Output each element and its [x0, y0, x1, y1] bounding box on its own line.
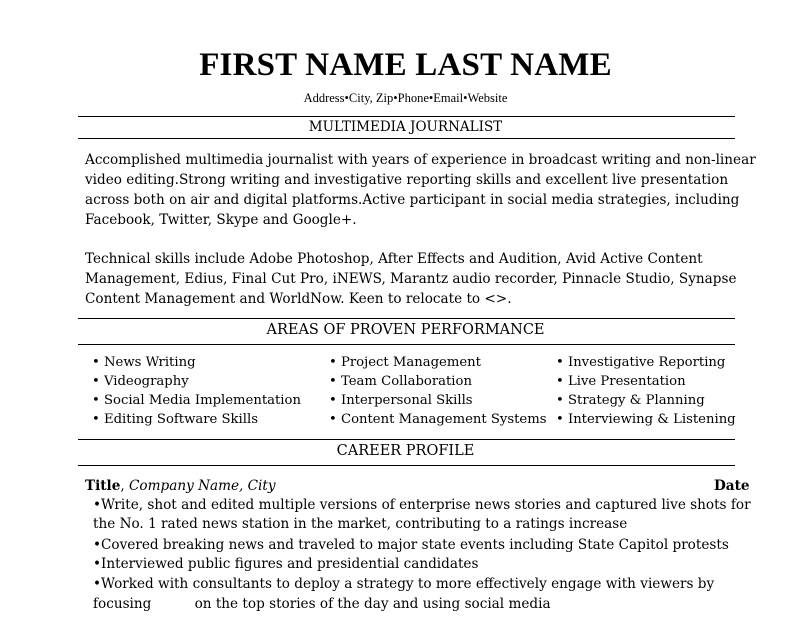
skills-section-title: AREAS OF PROVEN PERFORMANCE — [266, 322, 545, 338]
divider — [78, 138, 735, 139]
bullet-line: •Interviewed public figures and presidential candidates — [93, 556, 479, 572]
bullet-line: •Write, shot and edited multiple versions of enterprise news stories and captured live shots for — [93, 497, 751, 513]
summary-line: Facebook, Twitter, Skype and Google+. — [85, 212, 357, 228]
job-title-heading: MULTIMEDIA JOURNALIST — [308, 119, 503, 135]
job-heading: Title, Company Name, City — [85, 478, 276, 494]
skill-item: • Investigative Reporting — [556, 355, 726, 370]
skill-item: • Editing Software Skills — [92, 412, 258, 427]
candidate-name: FIRST NAME LAST NAME — [199, 47, 612, 83]
skill-item: • Interpersonal Skills — [329, 393, 473, 408]
summary-line: Accomplished multimedia journalist with years of experience in broadcast writing and non-linear — [85, 152, 756, 168]
skill-item: • Live Presentation — [556, 374, 686, 389]
contact-line: Address•City, Zip•Phone•Email•Website — [303, 91, 508, 105]
divider — [78, 344, 735, 345]
divider — [78, 465, 735, 466]
divider — [78, 439, 735, 440]
summary-line: Management, Edius, Final Cut Pro, iNEWS, Marantz audio recorder, Pinnacle Studio, Synapse — [85, 271, 737, 287]
job-title: Title — [85, 478, 121, 494]
bullet-line: the No. 1 rated news station in the market, contributing to a ratings increase — [93, 516, 628, 532]
skill-item: • Interviewing & Listening — [556, 412, 736, 427]
divider — [78, 318, 735, 319]
job-date: Date — [714, 478, 750, 494]
bullet-line: •Worked with consultants to deploy a strategy to more effectively engage with viewers by — [93, 576, 715, 592]
skill-item: • Strategy & Planning — [556, 393, 705, 408]
company-name: Company Name, City — [129, 478, 276, 494]
summary-line: across both on air and digital platforms.Active participant in social media strategies, including — [85, 192, 740, 208]
skill-item: • Content Management Systems — [329, 412, 547, 427]
summary-line: Content Management and WorldNow. Keen to relocate to <>. — [85, 291, 512, 307]
summary-line: Technical skills include Adobe Photoshop, After Effects and Audition, Avid Active Content — [85, 251, 703, 267]
divider — [78, 116, 735, 117]
skill-item: • News Writing — [92, 355, 196, 370]
summary-line: video editing.Strong writing and investigative reporting skills and excellent live presentation — [85, 172, 729, 188]
skill-item: • Team Collaboration — [329, 374, 472, 389]
skill-item: • Videography — [92, 374, 189, 389]
bullet-line: •Covered breaking news and traveled to major state events including State Capitol protests — [93, 537, 729, 553]
skill-item: • Social Media Implementation — [92, 393, 301, 408]
career-section-title: CAREER PROFILE — [336, 443, 475, 459]
skill-item: • Project Management — [329, 355, 481, 370]
bullet-line: focusing on the top stories of the day and using social media — [93, 596, 551, 612]
